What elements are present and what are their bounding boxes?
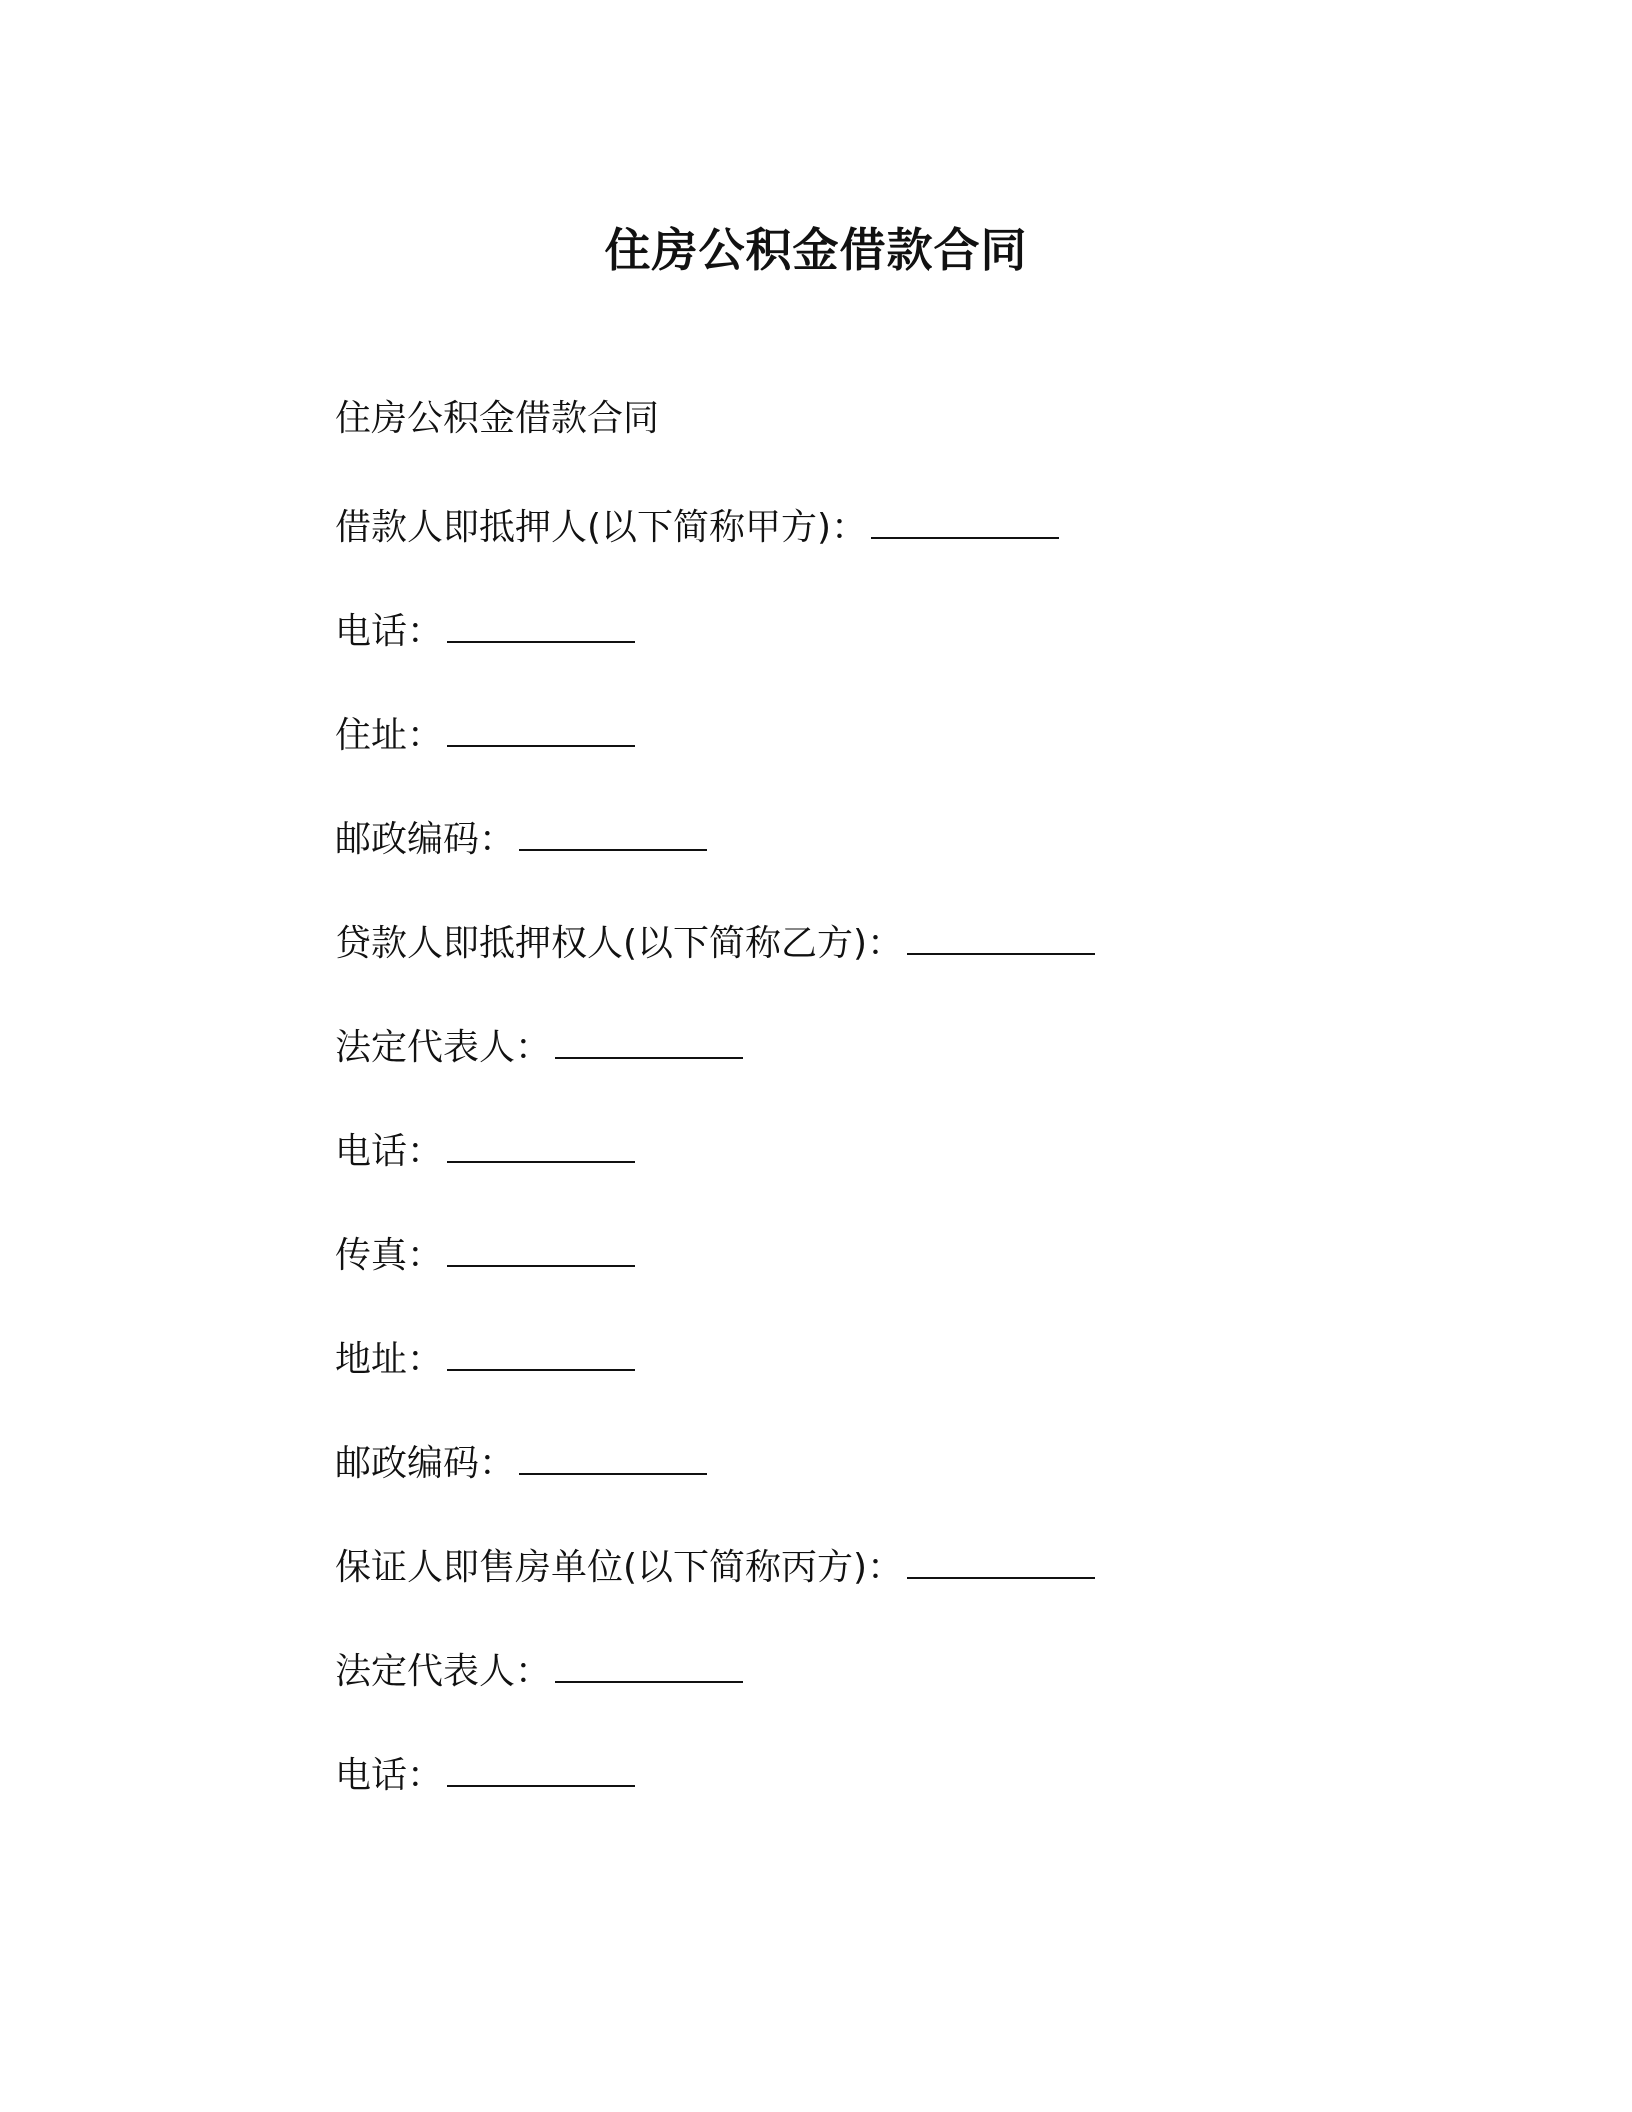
field-line-lender-address (335, 1329, 1335, 1433)
field-label: 地址： (335, 1339, 444, 1380)
fill-in-blank (447, 1745, 635, 1787)
document-title: 住房公积金借款合同 (604, 223, 1028, 277)
field-label: 保证人即售房单位(以下简称丙方)： (335, 1547, 904, 1588)
field-line-lender-phone (335, 1121, 1335, 1225)
document-body (335, 393, 1335, 1849)
field-line-borrower-postcode (335, 809, 1335, 913)
line-label: 住房公积金借款合同 (335, 398, 660, 439)
fill-in-blank (871, 497, 1059, 539)
field-line-lender-representative (335, 1017, 1335, 1121)
fill-in-blank (907, 913, 1095, 955)
field-label: 电话： (335, 1131, 444, 1172)
field-label: 法定代表人： (335, 1027, 552, 1068)
field-line-lender-fax (335, 1225, 1335, 1329)
fill-in-blank (447, 1121, 635, 1163)
fill-in-blank (447, 1225, 635, 1267)
field-line-borrower (335, 497, 1335, 601)
field-label: 法定代表人： (335, 1651, 552, 1692)
field-label: 借款人即抵押人(以下简称甲方)： (335, 507, 868, 548)
field-label: 住址： (335, 715, 444, 756)
field-label: 邮政编码： (335, 819, 516, 860)
field-line-guarantor-phone (335, 1745, 1335, 1849)
field-line-borrower-address (335, 705, 1335, 809)
fill-in-blank (519, 809, 707, 851)
field-label: 邮政编码： (335, 1443, 516, 1484)
fill-in-blank (447, 601, 635, 643)
fill-in-blank (519, 1433, 707, 1475)
fill-in-blank (447, 705, 635, 747)
field-line-borrower-phone (335, 601, 1335, 705)
subtitle-line (335, 393, 1335, 497)
field-label: 电话： (335, 611, 444, 652)
field-line-lender (335, 913, 1335, 1017)
field-line-guarantor-representative (335, 1641, 1335, 1745)
fill-in-blank (907, 1537, 1095, 1579)
field-label: 传真： (335, 1235, 444, 1276)
fill-in-blank (555, 1641, 743, 1683)
field-label: 电话： (335, 1755, 444, 1796)
field-line-guarantor (335, 1537, 1335, 1641)
field-label: 贷款人即抵押权人(以下简称乙方)： (335, 923, 904, 964)
fill-in-blank (447, 1329, 635, 1371)
fill-in-blank (555, 1017, 743, 1059)
field-line-lender-postcode (335, 1433, 1335, 1537)
